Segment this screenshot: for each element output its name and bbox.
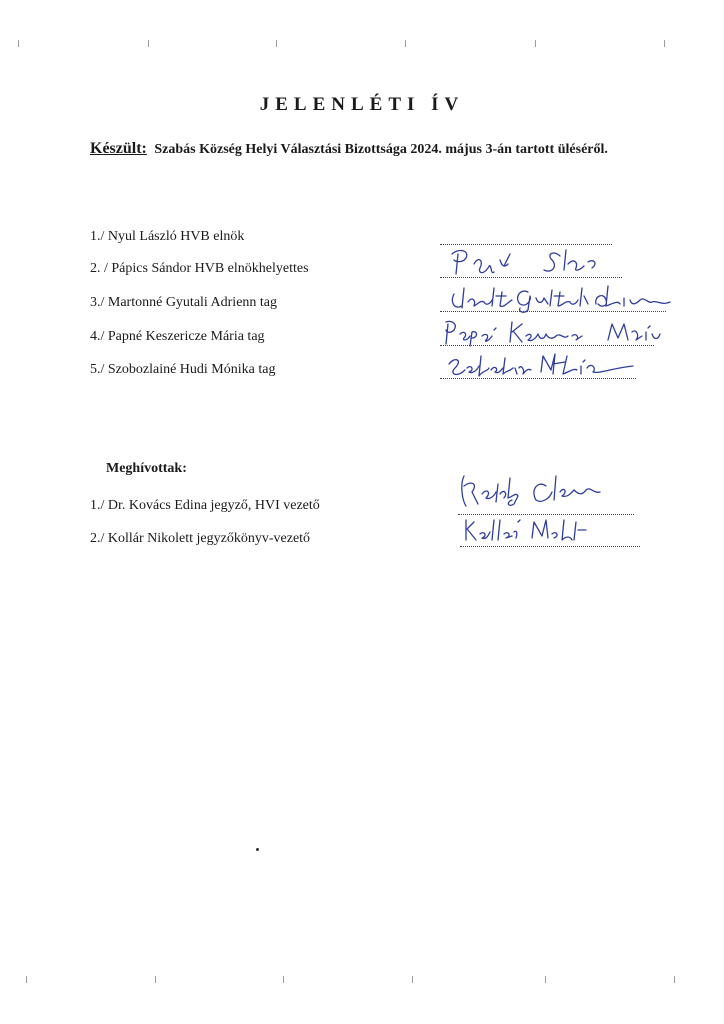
handwritten-signature: [460, 516, 590, 546]
invited-row: 2./ Kollár Nikolett jegyzőkönyv-vezető: [90, 531, 311, 546]
scan-tick-mark: [545, 976, 546, 983]
scan-tick-mark: [276, 40, 277, 47]
scan-tick-mark: [412, 976, 413, 983]
scan-tick-mark: [405, 40, 406, 47]
member-row: 1./ Nyul László HVB elnök: [90, 229, 245, 244]
invited-heading: Meghívottak:: [106, 461, 187, 476]
handwritten-signature: [440, 318, 662, 348]
subtitle-lead: Készült:: [90, 140, 147, 157]
handwritten-signature: [448, 246, 638, 280]
scan-tick-mark: [26, 976, 27, 983]
handwritten-signature: [443, 350, 639, 384]
signature-line: [440, 232, 612, 245]
document-subtitle: [90, 140, 608, 158]
scan-tick-mark: [664, 40, 665, 47]
subtitle-text: Szabás Község Helyi Választási Bizottsága 2024. május 3-án tartott üléséről.: [154, 142, 608, 157]
member-row: 2. / Pápics Sándor HVB elnökhelyettes: [90, 261, 309, 276]
document-title: JELENLÉTI ÍV: [259, 94, 465, 115]
scan-tick-mark: [283, 976, 284, 983]
handwritten-signature: [448, 282, 674, 316]
member-row: 4./ Papné Keszericze Mária tag: [90, 329, 265, 344]
member-row: 3./ Martonné Gyutali Adrienn tag: [90, 295, 278, 310]
invited-row: 1./ Dr. Kovács Edina jegyző, HVI vezető: [90, 498, 320, 513]
scan-tick-mark: [18, 40, 19, 47]
scan-tick-mark: [674, 976, 675, 983]
member-row: 5./ Szobozlainé Hudi Mónika tag: [90, 362, 276, 377]
scan-tick-mark: [148, 40, 149, 47]
scan-speck: [256, 848, 259, 851]
scan-tick-mark: [535, 40, 536, 47]
handwritten-signature: [456, 470, 606, 512]
scan-tick-mark: [155, 976, 156, 983]
